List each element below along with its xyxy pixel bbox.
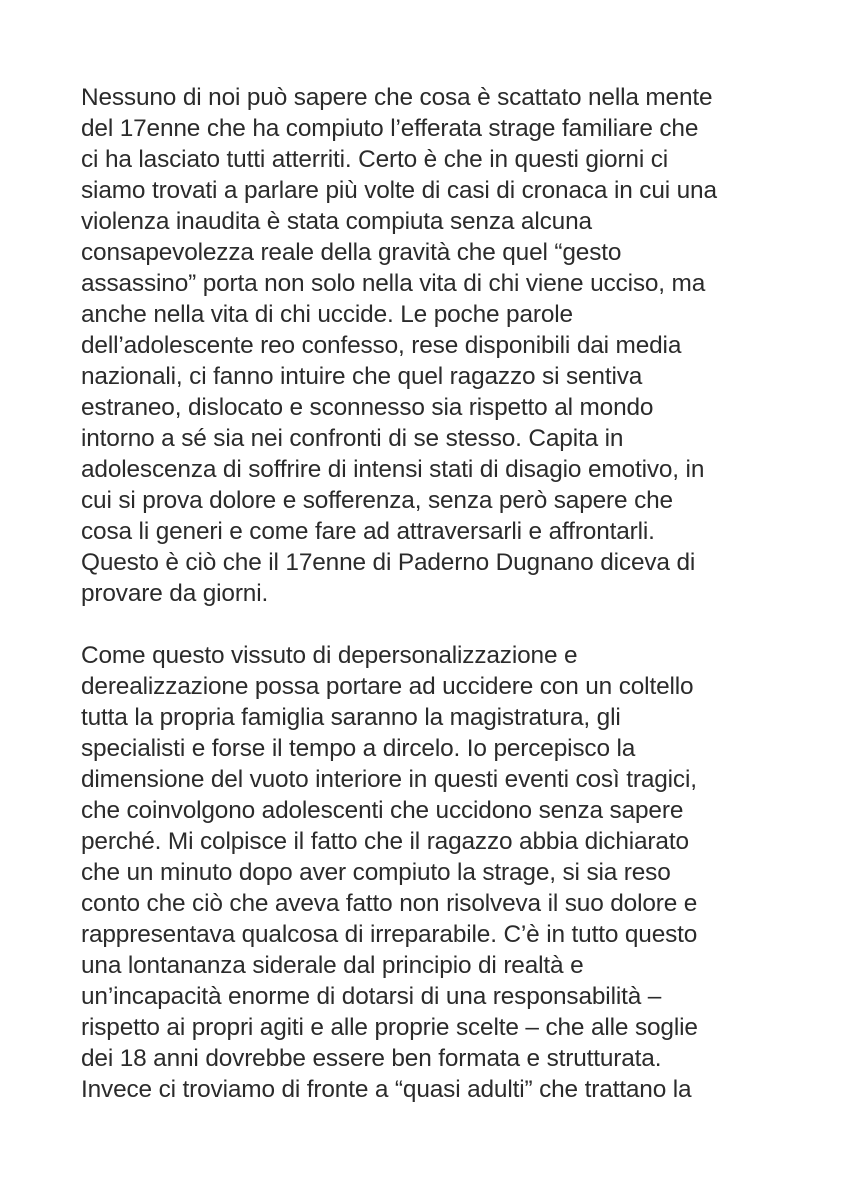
text-line: rappresentava qualcosa di irreparabile. C’è in tutto questo — [81, 921, 698, 948]
text-line: assassino” porta non solo nella vita di chi viene ucciso, ma — [81, 270, 706, 297]
text-line: che coinvolgono adolescenti che uccidono senza sapere — [81, 797, 684, 824]
text-line: Invece ci troviamo di fronte a “quasi adulti” che trattano la — [81, 1076, 692, 1103]
text-line: dei 18 anni dovrebbe essere ben formata e strutturata. — [81, 1045, 662, 1072]
paragraph-2 — [81, 640, 781, 1105]
text-line: perché. Mi colpisce il fatto che il ragazzo abbia dichiarato — [81, 828, 689, 855]
text-line: adolescenza di soffrire di intensi stati di disagio emotivo, in — [81, 456, 705, 483]
text-line: estraneo, dislocato e sconnesso sia rispetto al mondo — [81, 394, 654, 421]
text-line: derealizzazione possa portare ad uccidere con un coltello — [81, 673, 694, 700]
text-line: Come questo vissuto di depersonalizzazione e — [81, 642, 578, 669]
text-line: cui si prova dolore e sofferenza, senza però sapere che — [81, 487, 673, 514]
text-line: del 17enne che ha compiuto l’efferata strage familiare che — [81, 115, 699, 142]
text-line: violenza inaudita è stata compiuta senza alcuna — [81, 208, 592, 235]
text-line: consapevolezza reale della gravità che quel “gesto — [81, 239, 622, 266]
text-line: Questo è ciò che il 17enne di Paderno Dugnano diceva di — [81, 549, 696, 576]
text-line: anche nella vita di chi uccide. Le poche parole — [81, 301, 573, 328]
text-line: tutta la propria famiglia saranno la magistratura, gli — [81, 704, 621, 731]
text-line: ci ha lasciato tutti atterriti. Certo è che in questi giorni ci — [81, 146, 669, 173]
document-page — [81, 82, 781, 1105]
text-line: una lontananza siderale dal principio di realtà e — [81, 952, 584, 979]
text-line: specialisti e forse il tempo a dircelo. Io percepisco la — [81, 735, 636, 762]
text-line: siamo trovati a parlare più volte di casi di cronaca in cui una — [81, 177, 717, 204]
text-line: provare da giorni. — [81, 580, 269, 607]
text-line: cosa li generi e come fare ad attraversarli e affrontarli. — [81, 518, 655, 545]
text-line: che un minuto dopo aver compiuto la strage, si sia reso — [81, 859, 671, 886]
text-line: rispetto ai propri agiti e alle proprie scelte – che alle soglie — [81, 1014, 698, 1041]
text-line: intorno a sé sia nei confronti di se stesso. Capita in — [81, 425, 624, 452]
text-line: nazionali, ci fanno intuire che quel ragazzo si sentiva — [81, 363, 643, 390]
text-line: conto che ciò che aveva fatto non risolveva il suo dolore e — [81, 890, 698, 917]
text-line: dimensione del vuoto interiore in questi eventi così tragici, — [81, 766, 697, 793]
paragraph-1 — [81, 82, 781, 609]
text-line: un’incapacità enorme di dotarsi di una responsabilità – — [81, 983, 662, 1010]
text-line: dell’adolescente reo confesso, rese disponibili dai media — [81, 332, 682, 359]
text-line: Nessuno di noi può sapere che cosa è scattato nella mente — [81, 84, 713, 111]
